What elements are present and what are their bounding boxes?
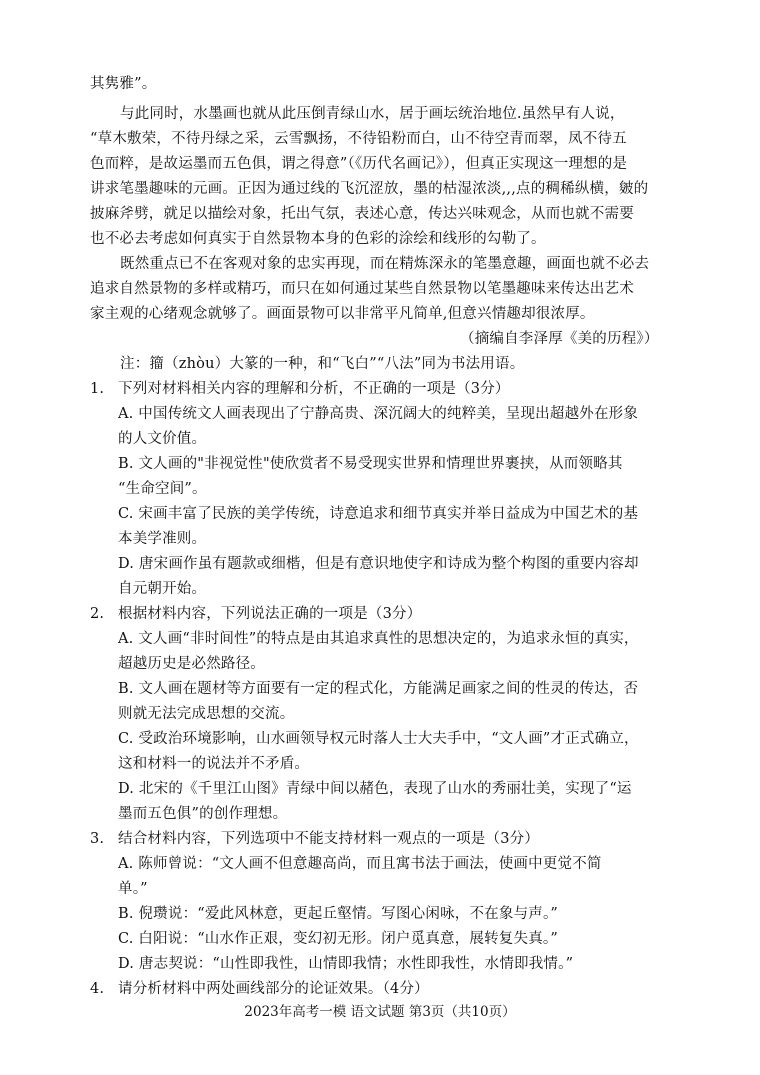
source-citation: （摘编自李泽厚《美的历程》） (460, 331, 659, 347)
option-a-cont: 的人文价值。 (118, 431, 207, 447)
option-a[interactable]: A. 文人画“非时间性”的特点是由其追求真性的思想决定的，为追求永恒的真实， (118, 631, 639, 647)
question-number: 1. (90, 381, 105, 397)
passage-line: 追求自然景物的多样或精巧，而只在如何通过某些自然景物以笔墨趣味来传达出艺术 (90, 281, 634, 297)
option-a-cont: 单。” (118, 881, 148, 897)
question-stem: 结合材料内容，下列选项中不能支持材料一观点的一项是（3分） (118, 831, 540, 847)
passage-line: 家主观的心绪观念就够了。画面景物可以非常平凡简单,但意兴情趣却很浓厚。 (90, 306, 595, 322)
option-b[interactable]: B. 文人画的"非视觉性"使欣赏者不易受现实世界和情理世界裹挟，从而领略其 (118, 456, 623, 472)
passage-line: 与此同时，水墨画也就从此压倒青绿山水，居于画坛统治地位.虽然早有人说， (120, 106, 625, 122)
option-c[interactable]: C. 宋画丰富了民族的美学传统，诗意追求和细节真实并举日益成为中国艺术的基 (118, 506, 639, 522)
option-b-cont: 则就无法完成思想的交流。 (118, 706, 295, 722)
footnote: 注：籀（zhòu）大篆的一种，和“飞白”“八法”同为书法用语。 (120, 356, 525, 372)
option-c-cont: 本美学准则。 (118, 531, 207, 547)
option-d-cont: 墨而五色俱”的创作理想。 (118, 806, 288, 822)
passage-line: 披麻斧劈，就足以描绘对象，托出气氛，表述心意，传达兴味观念，从而也就不需要 (90, 206, 634, 222)
option-a[interactable]: A. 中国传统文人画表现出了宁静高贵、深沉阔大的纯粹美，呈现出超越外在形象 (118, 406, 639, 422)
passage-line: 其隽雅”。 (90, 76, 157, 92)
option-d[interactable]: D. 北宋的《千里江山图》青绿中间以赭色，表现了山水的秀丽壮美，实现了“运 (118, 781, 632, 797)
passage-line: 也不必去考虑如何真实于自然景物本身的色彩的涂绘和线形的勾勒了。 (90, 231, 546, 247)
page-footer: 2023年高考一模 语文试题 第3页（共10页） (244, 1004, 516, 1020)
passage-line: 既然重点已不在客观对象的忠实再现，而在精炼深永的笔墨意趣，画面也就不必去 (120, 256, 650, 272)
option-d[interactable]: D. 唐志契说：“山性即我性，山情即我情；水性即我性，水情即我情。” (118, 956, 574, 972)
question-number: 4. (90, 981, 105, 997)
option-b[interactable]: B. 文人画在题材等方面要有一定的程式化，方能满足画家之间的性灵的传达，否 (118, 681, 639, 697)
option-b-cont: “生命空间”。 (118, 481, 207, 497)
option-d-cont: 自元朝开始。 (118, 581, 207, 597)
option-b[interactable]: B. 倪瓒说：“爱此风林意，更起丘壑情。写图心闲咏，不在象与声。” (118, 906, 559, 922)
option-a-cont: 超越历史是必然路径。 (118, 656, 265, 672)
passage-line: 讲求笔墨趣味的元画。正因为通过线的飞沉涩放，墨的枯湿浓淡,,,点的稠稀纵横，皴的 (90, 181, 649, 197)
question-number: 2. (90, 606, 105, 622)
option-c[interactable]: C. 受政治环境影响，山水画领导权元时落人士大夫手中，“文人画”才正式确立， (118, 731, 639, 747)
passage-line: “草木敷荣，不待丹绿之采，云雪飘扬，不待铅粉而白，山不待空青而翠，凤不待五 (90, 131, 627, 147)
option-c[interactable]: C. 白阳说：“山水作正艰，变幻初无形。闭户觅真意，展转复失真。” (118, 931, 558, 947)
option-c-cont: 这和材料一的说法并不矛盾。 (118, 756, 310, 772)
option-a[interactable]: A. 陈师曾说：“文人画不但意趣高尚，而且寓书法于画法，使画中更觉不简 (118, 856, 602, 872)
option-d[interactable]: D. 唐宋画作虽有题款或细楷，但是有意识地使字和诗成为整个构图的重要内容却 (118, 556, 639, 572)
question-stem: 根据材料内容，下列说法正确的一项是（3分） (118, 606, 422, 622)
question-number: 3. (90, 831, 105, 847)
passage-line: 色而粹，是故运墨而五色俱，谓之得意”（《历代名画记》），但真正实现这一理想的是 (90, 156, 628, 172)
question-stem: 请分析材料中两处画线部分的论证效果。（4分） (118, 981, 429, 997)
question-stem: 下列对材料相关内容的理解和分析，不正确的一项是（3分） (118, 381, 510, 397)
